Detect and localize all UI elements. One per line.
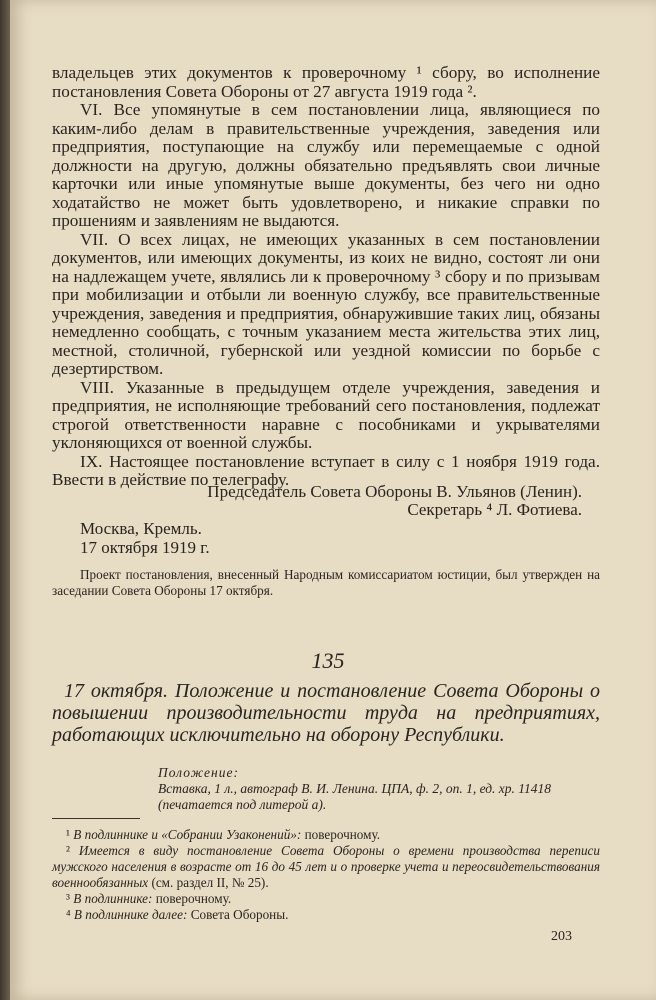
footnote: [52, 907, 600, 923]
page-number: 203: [551, 929, 572, 944]
source-label: Положение:: [158, 765, 239, 780]
decree-paragraph: IX. Настоящее постановление вступает в силу с 1 ноября 1919 года. Ввести в действие по телеграфу.: [52, 451, 600, 489]
footnote-lead: В подлиннике:: [73, 891, 153, 906]
decree-paragraph: VII. О всех лицах, не имеющих указанных в сем постановлении документов, или имеющих документы, из коих не видно, состоят ли они на надлежащем учете, являлись ли к проверочному ³ сбору и по призывам при мобилизации и отбыли ли военную службу, все правительственные учреждения, заведения и предприятия, обнаружившие таких лиц, обязаны немедленно сообщать, с точным указанием места жительства этих лиц, местной, столичной, губернской или уездной комиссии по борьбе с дезертирством.: [52, 229, 600, 378]
footnote: [52, 827, 600, 843]
footnote-rule: [52, 818, 140, 819]
source-text: Вставка, 1 л., автограф В. И. Ленина. ЦПА, ф. 2, оп. 1, ед. хр. 11418 (печатается под литерой а).: [158, 781, 552, 812]
footnote-lead: В подлиннике и «Собрании Узаконений»:: [73, 827, 302, 842]
footnote-mark: ³: [66, 891, 70, 906]
decree-body: [52, 64, 600, 490]
secretary-signature: Секретарь ⁴ Л. Фотиева.: [407, 500, 582, 519]
decree-paragraph: VI. Все упомянутые в сем постановлении лица, являющиеся по каким-либо делам в правительственные учреждения, заведения или предприятия, поступающие на службу или перемещаемые с одной должности на другую, должны обязательно предъявлять свои личные карточки или иные упомянутые выше документы, без чего ни одно ходатайство не может быть удовлетворено, и никакие справки по прошениям и заявлениям не выдаются.: [52, 100, 600, 230]
editorial-note: [52, 567, 600, 599]
footnote-text: поверочному.: [152, 891, 232, 906]
book-gutter: [0, 0, 10, 1000]
footnote-text: поверочному.: [301, 827, 381, 842]
archival-source: [158, 765, 578, 813]
decree-paragraph: VIII. Указанные в предыдущем отделе учреждения, заведения и предприятия, не исполняющие требований сего постановления, подлежат строгой ответственности наравне с пособниками и укрывателями уклоняющихся от военной службы.: [52, 377, 600, 452]
editorial-note-text: Проект постановления, внесенный Народным комиссариатом юстиции, был утвержден на заседании Совета Обороны 17 октября.: [52, 567, 600, 598]
decree-paragraph: владельцев этих документов к проверочному ¹ сбору, во исполнение постановления Совета Обороны от 27 августа 1919 года ².: [52, 63, 600, 101]
footnote: [52, 891, 600, 907]
place: Москва, Кремль.: [80, 519, 202, 538]
footnote-text: Совета Обороны.: [187, 907, 289, 922]
date: 17 октября 1919 г.: [80, 537, 210, 557]
footnote-lead: В подлиннике далее:: [73, 907, 188, 922]
place-and-date: [80, 520, 210, 557]
footnote: [52, 843, 600, 891]
footnote-text: (см. раздел II, № 25).: [148, 875, 269, 890]
footnote-mark: ²: [66, 843, 70, 858]
footnote-mark: ¹: [66, 827, 70, 842]
footnote-lead: Имеется в виду постановление Совета Обороны о времени производства переписи мужского населения в возрасте от 16 до 45 лет и о проверке учета и переосвидетельствования военнообязанных: [52, 843, 600, 890]
footnotes: [52, 827, 600, 923]
document-heading: 17 октября. Положение и постановление Совета Обороны о повышении производительности труда на предприятиях, работающих исключительно на оборону Республики.: [52, 680, 600, 746]
footnote-mark: ⁴: [66, 907, 71, 922]
document-number: 135: [311, 648, 345, 673]
chairman-signature: Председатель Совета Обороны В. Ульянов (Ленин).: [207, 482, 582, 501]
